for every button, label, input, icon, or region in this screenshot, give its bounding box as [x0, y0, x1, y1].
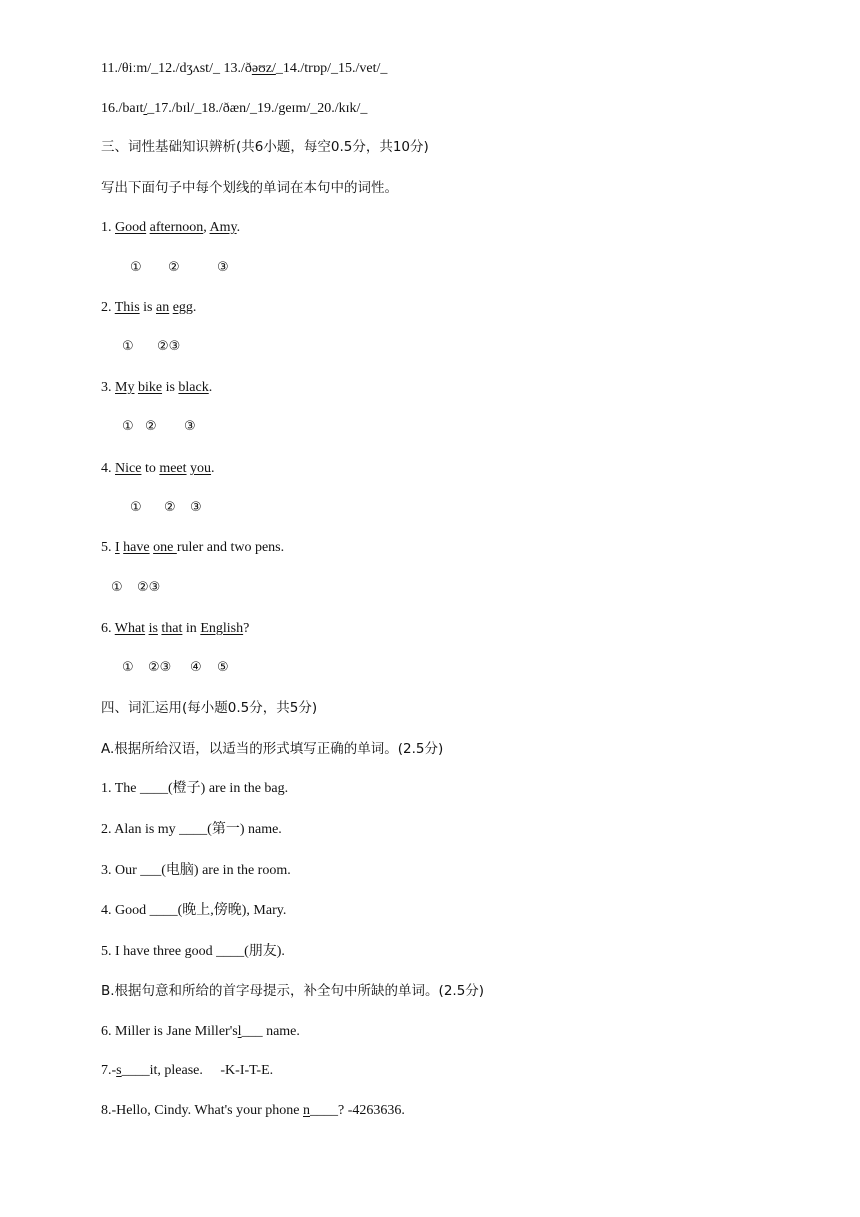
q3-word-3: black [178, 380, 209, 395]
b-question-7: 7.-s____it, please. -K-I-T-E. [101, 1063, 274, 1078]
phonetics-row-2 [101, 100, 367, 118]
q1-mark-1: ① [130, 260, 142, 275]
q4-word-3: you [190, 461, 212, 476]
q6-word-2: is [148, 621, 158, 636]
q2-sentence: 2. This is an egg. [101, 300, 197, 315]
q4-word-1: Nice [115, 461, 142, 476]
q4-sentence: 4. Nice to meet you. [101, 461, 215, 476]
section-3-instruction: 写出下面句子中每个划线的单词在本句中的词性。 [101, 180, 398, 196]
q3-mark-3: ③ [184, 419, 196, 434]
q5-sentence: 5. I have one ruler and two pens. [101, 540, 285, 555]
phonetics-row-1-c: _14./trɒp/_15./vet/_ [275, 61, 388, 76]
q1-word-3: Amy [209, 220, 237, 235]
q3-word-1: My [115, 380, 135, 395]
q1-sentence: 1. Good afternoon, Amy. [101, 220, 241, 235]
q6-mark-2-3: ②③ [148, 660, 172, 675]
q1-word-1: Good [115, 220, 147, 235]
q6-word-3: that [161, 621, 183, 636]
a-question-4: 4. Good ____(晚上,傍晚), Mary. [101, 903, 287, 918]
q4-mark-3: ③ [190, 500, 202, 515]
a-question-3: 3. Our ___(电脑) are in the room. [101, 863, 291, 878]
q5-word-2: have [123, 540, 150, 555]
q5-word-3: one [153, 540, 177, 555]
section-4-title: 四、词汇运用(每小题0.5分，共5分) [101, 700, 318, 716]
q1-mark-2: ② [168, 260, 180, 275]
q6-word-1: What [114, 621, 146, 636]
q6-mark-4: ④ [190, 660, 202, 675]
phonetics-row-2-underlined: / [143, 101, 148, 116]
q6-mark-5: ⑤ [217, 660, 229, 675]
q2-word-3: egg [172, 300, 193, 315]
q4-word-2: meet [159, 461, 187, 476]
a-question-1: 1. The ____(橙子) are in the bag. [101, 781, 289, 796]
phonetics-row-1-underlined: əʊz/ [251, 61, 276, 76]
phonetics-row-2-c: _17./bɪl/_18./ðæn/_19./geɪm/_20./kɪk/_ [147, 101, 368, 116]
q6-mark-1: ① [122, 660, 134, 675]
b-question-6: 6. Miller is Jane Miller'sl___ name. [101, 1024, 300, 1039]
a-question-5: 5. I have three good ____(朋友). [101, 944, 285, 959]
q6-sentence: 6. What is that in English? [101, 621, 250, 636]
q2-word-2: an [155, 300, 170, 315]
b-question-8: 8.-Hello, Cindy. What's your phone n____? -4263636. [101, 1103, 405, 1118]
q4-mark-2: ② [164, 500, 176, 515]
b8-hint-letter: n [303, 1103, 310, 1118]
phonetics-row-1 [101, 60, 387, 78]
b6-hint-letter: l [237, 1024, 242, 1039]
q1-word-2: afternoon [149, 220, 204, 235]
b7-hint-letter: s [116, 1063, 122, 1078]
q3-mark-1: ① [122, 419, 134, 434]
q3-sentence: 3. My bike is black. [101, 380, 213, 395]
section-4-part-b: B.根据句意和所给的首字母提示，补全句中所缺的单词。(2.5分) [101, 983, 485, 999]
q3-word-2: bike [137, 380, 163, 395]
q6-word-4: English [200, 621, 244, 636]
q2-mark-1: ① [122, 339, 134, 354]
section-4-part-a: A.根据所给汉语，以适当的形式填写正确的单词。(2.5分) [101, 741, 444, 757]
q3-mark-2: ② [145, 419, 157, 434]
phonetics-row-2-a: 16./baɪt [101, 101, 144, 116]
q5-mark-2-3: ②③ [137, 580, 161, 595]
q2-word-1: This [114, 300, 140, 315]
a-question-2: 2. Alan is my ____(第一) name. [101, 822, 282, 837]
phonetics-row-1-a: 11./θiːm/_12./dʒʌst/_ 13./ð [101, 61, 252, 76]
q5-word-1: I [115, 540, 120, 555]
q4-mark-1: ① [130, 500, 142, 515]
q2-mark-2-3: ②③ [157, 339, 181, 354]
section-3-title: 三、词性基础知识辨析(共6小题，每空0.5分，共10分) [101, 139, 429, 155]
q5-mark-1: ① [111, 580, 123, 595]
q1-mark-3: ③ [217, 260, 229, 275]
